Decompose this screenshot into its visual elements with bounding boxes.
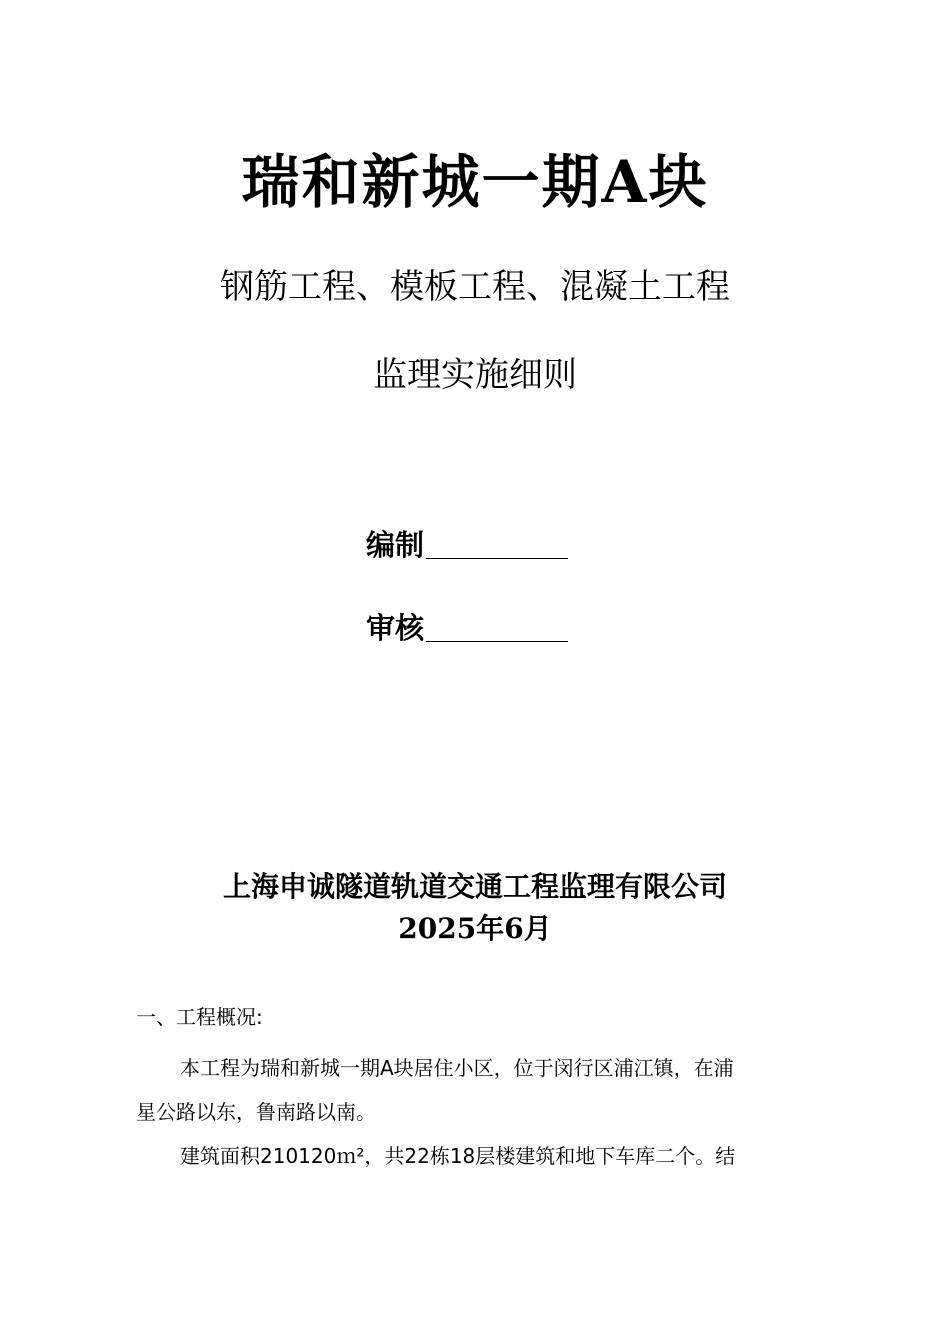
work-scope-subtitle: 钢筋工程、模板工程、混凝土工程: [220, 267, 730, 307]
reviewed-by-signature-line: [426, 641, 568, 642]
section-heading: 一、工程概况:: [136, 1005, 263, 1029]
project-title: 瑞和新城一期A块: [241, 148, 709, 216]
paragraph-line: 星公路以东，鲁南路以南。: [136, 1100, 376, 1124]
reviewed-by-label: 审核: [366, 611, 425, 645]
company-name: 上海申诚隧道轨道交通工程监理有限公司: [222, 870, 727, 903]
document-date: 2025年6月: [398, 912, 552, 945]
reviewed-by-row: [366, 608, 568, 648]
document-type-title: 监理实施细则: [373, 355, 577, 395]
prepared-by-row: [366, 525, 568, 565]
paragraph-line: 建筑面积210120ｍ²，共22栋18层楼建筑和地下车库二个。结: [180, 1144, 736, 1168]
project-overview-paragraph: [136, 1046, 826, 1134]
prepared-by-label: 编制: [366, 528, 425, 562]
building-area-paragraph: [136, 1134, 826, 1178]
paragraph-line: 本工程为瑞和新城一期A块居住小区，位于闵行区浦江镇，在浦: [180, 1056, 734, 1080]
prepared-by-signature-line: [426, 558, 568, 559]
